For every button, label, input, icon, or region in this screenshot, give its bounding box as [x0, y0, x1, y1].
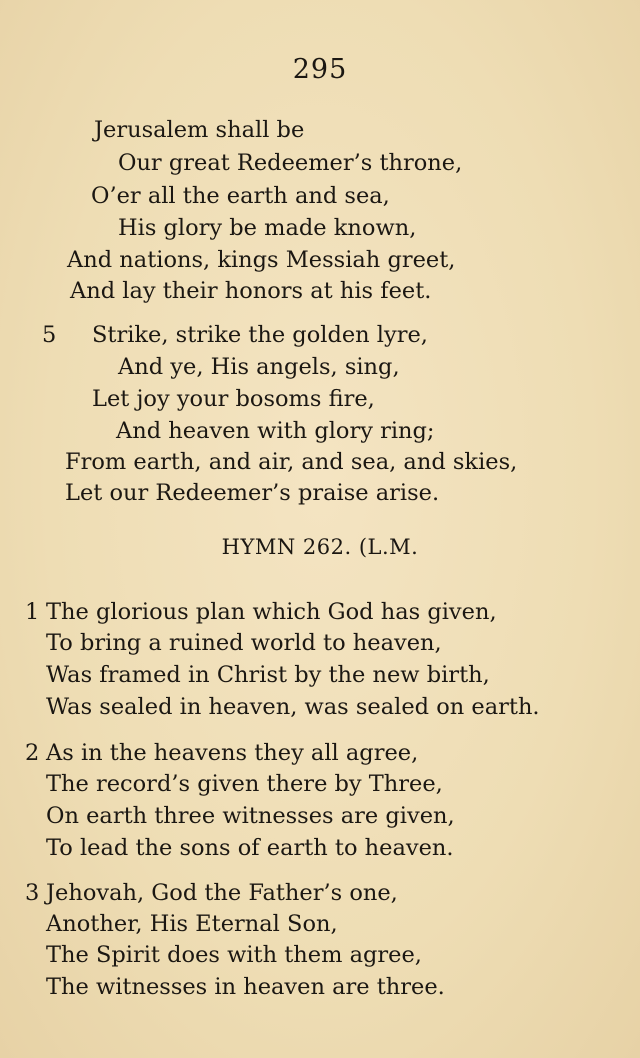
verse-line: To bring a ruined world to heaven, [46, 630, 442, 656]
verse-line: To lead the sons of earth to heaven. [46, 835, 454, 861]
verse-line: The Spirit does with them agree, [46, 942, 422, 968]
verse-line: On earth three witnesses are given, [46, 803, 455, 829]
verse-line: Strike, strike the golden lyre, [92, 322, 428, 348]
verse-line: Jerusalem shall be [94, 117, 305, 143]
page-number: 295 [292, 54, 348, 85]
verse-line: As in the heavens they all agree, [46, 740, 419, 766]
verse-line: Was sealed in heaven, was sealed on earth. [46, 694, 540, 720]
verse-line: And nations, kings Messiah greet, [67, 247, 456, 273]
verse-line: And ye, His angels, sing, [118, 354, 400, 380]
verse-line: Was framed in Christ by the new birth, [46, 662, 490, 688]
verse-line: Let our Redeemer’s praise arise. [65, 480, 440, 506]
verse-line: The witnesses in heaven are three. [46, 974, 445, 1000]
verse-line: The glorious plan which God has given, [46, 599, 497, 625]
verse-line: Jehovah, God the Father’s one, [46, 880, 398, 906]
verse-line: Let joy your bosoms fire, [92, 386, 375, 412]
verse-line: The record’s given there by Three, [46, 771, 443, 797]
stanza-number: 5 [42, 322, 57, 348]
verse-line: O’er all the earth and sea, [91, 183, 390, 209]
verse-line: From earth, and air, and sea, and skies, [65, 449, 518, 475]
stanza-number: 1 [25, 599, 40, 625]
stanza-number: 2 [25, 740, 40, 766]
verse-line: And lay their honors at his feet. [70, 278, 432, 304]
verse-line: Our great Redeemer’s throne, [118, 150, 463, 176]
hymn-title: HYMN 262. (L.M. [221, 535, 419, 559]
verse-line: Another, His Eternal Son, [46, 911, 338, 937]
verse-line: And heaven with glory ring; [116, 418, 435, 444]
stanza-number: 3 [25, 880, 40, 906]
verse-line: His glory be made known, [118, 215, 417, 241]
